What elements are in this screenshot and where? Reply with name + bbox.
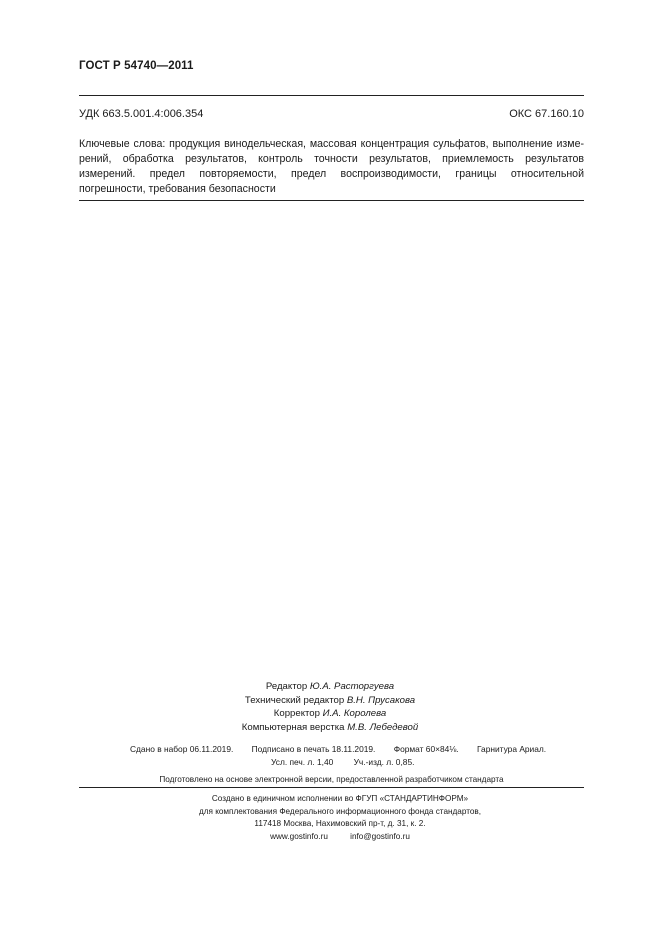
- keywords-divider: [79, 200, 584, 201]
- publisher-email[interactable]: info@gostinfo.ru: [350, 831, 410, 841]
- paper-format: Формат 60×84⅛.: [393, 744, 459, 754]
- credits-block: [200, 680, 460, 734]
- publisher-contacts: [150, 831, 530, 844]
- submitted-date: Сдано в набор 06.11.2019.: [130, 744, 234, 754]
- credit-layout-name: М.В. Лебедевой: [347, 721, 419, 733]
- print-sheets: Усл. печ. л. 1,40: [271, 757, 334, 767]
- credit-proofreader-name: И.А. Королева: [322, 708, 387, 719]
- publisher-website[interactable]: www.gostinfo.ru: [270, 831, 328, 841]
- credit-editor-label: Редактор: [265, 681, 308, 692]
- signed-date: Подписано в печать 18.11.2019.: [251, 744, 376, 754]
- publish-sheets: Уч.-изд. л. 0,85.: [353, 757, 415, 767]
- printing-details-line1: [130, 744, 580, 754]
- credit-proofreader-label: Корректор: [273, 708, 320, 719]
- bottom-divider: [79, 787, 584, 788]
- publisher-block: [150, 793, 530, 843]
- publisher-line1: Создано в единичном исполнении во ФГУП «СТАНДАРТИНФОРМ»: [211, 794, 469, 803]
- keywords-paragraph: Ключевые слова: продукция винодельческая, массовая концентрация сульфатов, выполнение изме-рений, обработка результатов, контроль точности результатов, приемлемость результатов измерений. предел повторяемости, предел воспроизводимости, границы относительной погрешности, требования безопасности: [79, 138, 584, 195]
- credit-editor: [200, 680, 460, 694]
- prepared-note: Подготовлено на основе электронной версии, предоставленной разработчиком стандарта: [159, 775, 504, 784]
- credit-proofreader: [200, 707, 460, 721]
- printing-details-line2: [271, 757, 432, 767]
- credit-tech-editor-label: Технический редактор: [244, 694, 345, 706]
- classification-row: [79, 108, 584, 120]
- oks-code: ОКС 67.160.10: [509, 108, 584, 120]
- publisher-line2: для комплектования Федерального информационного фонда стандартов,: [198, 806, 482, 816]
- publisher-address: 117418 Москва, Нахимовский пр-т, д. 31, к. 2.: [254, 819, 426, 828]
- udc-code: УДК 663.5.001.4:006.354: [79, 108, 204, 120]
- credit-layout: [200, 721, 460, 735]
- credit-tech-editor: [200, 694, 460, 708]
- top-divider: [79, 95, 584, 96]
- standard-code: ГОСТ Р 54740—2011: [79, 60, 194, 72]
- typeface: Гарнитура Ариал.: [476, 744, 547, 754]
- credit-layout-label: Компьютерная верстка: [241, 721, 345, 733]
- credit-editor-name: Ю.А. Расторгуева: [309, 681, 395, 692]
- credit-tech-editor-name: В.Н. Прусакова: [346, 694, 416, 706]
